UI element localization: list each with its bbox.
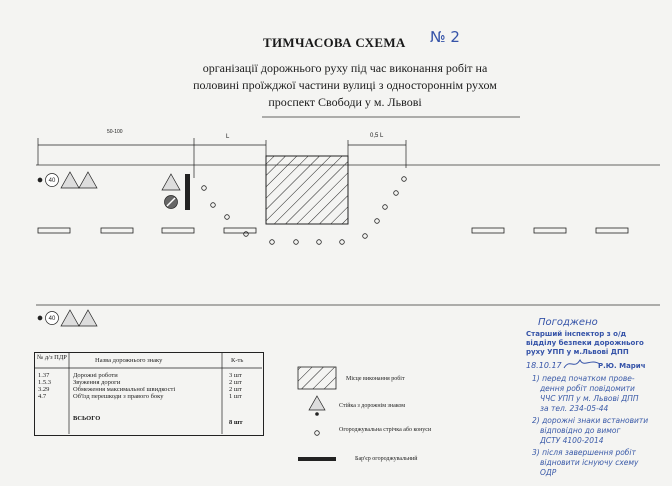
table-row-name: Звуження дороги	[73, 379, 121, 386]
approval-stamp-word: Погоджено	[538, 317, 598, 328]
approval-inspector-line: відділу безпеки дорожнього	[526, 339, 644, 347]
table-total-qty: 8 шт	[229, 419, 243, 426]
approval-note-line: ДСТУ 4100-2014	[540, 436, 604, 445]
center-dashes	[38, 228, 628, 233]
table-row-name: Об'їзд перешкоди з правого боку	[73, 393, 164, 400]
approval-note-line: за тел. 234-05-44	[540, 404, 609, 413]
table-row-name: Дорожні роботи	[73, 372, 118, 379]
approval-note-line: дення робіт повідомити	[540, 384, 635, 393]
approval-note-line: ОДР	[540, 468, 557, 477]
table-row-qty: 1 шт	[229, 393, 242, 400]
sign-group-barrier	[162, 174, 180, 209]
approval-note-line: 1) перед початком прове-	[532, 374, 635, 383]
approval-note-line: ЧЧС УПП у м. Львові ДПП	[540, 394, 639, 403]
approval-signer: Р.Ю. Марич	[598, 362, 646, 370]
approval-note-line: 2) дорожні знаки встановити	[532, 416, 649, 425]
legend-work-area-label: Місце виконання робіт	[346, 376, 405, 382]
table-row-code: 4.7	[38, 393, 47, 400]
table-row-code: 1.5.3	[38, 379, 51, 386]
table-row-name: Обмеження максимальної швидкості	[73, 386, 176, 393]
subtitle-line: організації дорожнього руху під час виконання робіт на	[202, 61, 488, 75]
table-header-name: Назва дорожнього знаку	[95, 357, 163, 364]
legend-sign-symbol	[309, 396, 325, 410]
dimension-label: 0,5 L	[370, 133, 384, 139]
table-row-code: 3.29	[38, 386, 50, 393]
legend-barrier-label: Бар'єр огороджувальний	[355, 456, 418, 462]
signs-table	[34, 352, 264, 436]
approval-date: 18.10.17	[526, 361, 562, 370]
barrier-bar	[185, 174, 190, 210]
dimension-lines	[38, 138, 406, 178]
sign-group-left	[38, 172, 97, 188]
table-row-code: 1.37	[38, 372, 50, 379]
approval-inspector-line: Старший інспектор з о/д	[526, 330, 627, 338]
table-row-qty: 3 шт	[229, 372, 242, 379]
dimension-label: L	[226, 134, 230, 140]
approval-inspector-line: руху УПП у м.Львові ДПП	[526, 348, 629, 356]
subtitle-line: половині проїжджої частини вулиці з одностороннім рухом	[193, 78, 497, 92]
signature-mark	[562, 356, 602, 372]
legend-barrier-symbol	[298, 457, 336, 461]
legend-cone-label: Огороджувальна стрічка або конуси	[339, 427, 432, 433]
legend-work-area-symbol	[298, 367, 336, 389]
table-header-qty: К-ть	[231, 357, 244, 364]
approval-note-line: відповідно до вимог	[540, 426, 621, 435]
scheme-number: № 2	[430, 28, 460, 46]
table-total-label: ВСЬОГО	[73, 415, 101, 422]
svg-text:40: 40	[48, 316, 56, 322]
table-header-code: № д/з ПДР	[37, 354, 67, 361]
scheme-title: ТИМЧАСОВА СХЕМА	[263, 35, 406, 50]
legend-cone-symbol	[315, 431, 320, 436]
work-area	[266, 156, 348, 224]
subtitle-line: проспект Свободи у м. Львові	[268, 95, 422, 109]
dimension-label: 50-100	[107, 129, 123, 135]
sign-group-bottom	[38, 310, 97, 326]
svg-text:40: 40	[48, 178, 56, 184]
table-row-qty: 2 шт	[229, 379, 242, 386]
approval-note-line: відновити існуючу схему	[540, 458, 639, 467]
table-row-qty: 2 шт	[229, 386, 242, 393]
legend-sign-label: Стійка з дорожнім знаком	[339, 403, 406, 409]
approval-note-line: 3) після завершення робіт	[532, 448, 636, 457]
